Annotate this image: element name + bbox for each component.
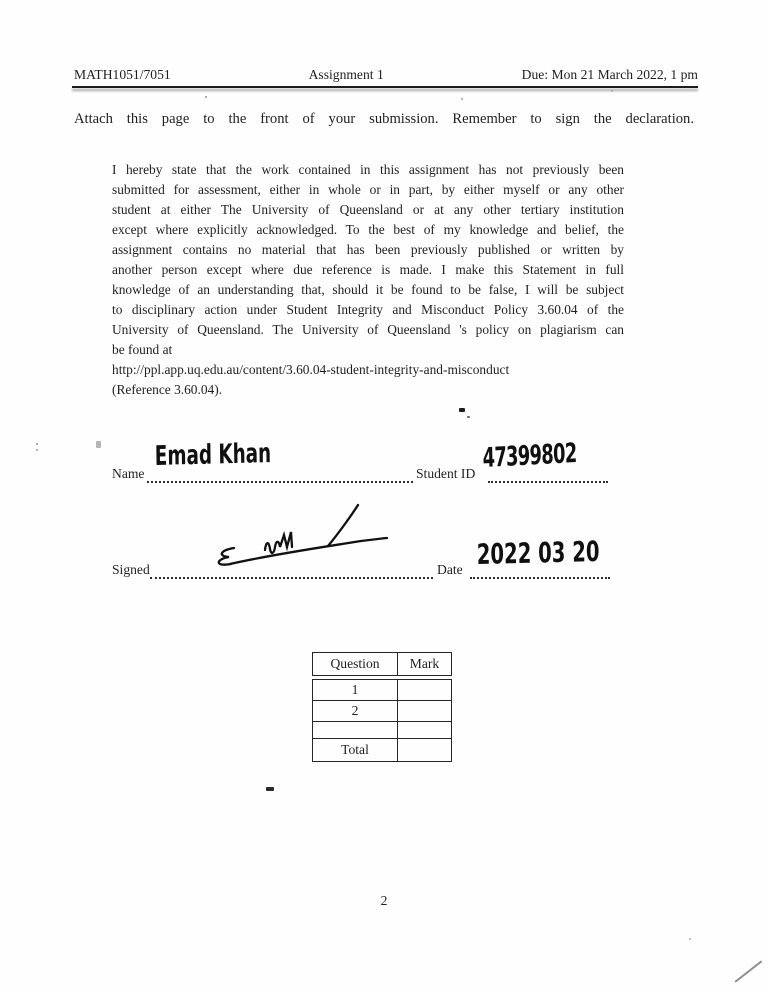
assignment-title: Assignment 1: [308, 67, 384, 82]
scan-speck: [689, 938, 691, 940]
declaration-paragraph: [112, 160, 624, 400]
question-cell: [313, 722, 397, 738]
question-cell: 2: [351, 703, 359, 718]
table-row: [313, 738, 451, 761]
handwritten-signature: [210, 503, 395, 575]
date-label: Date: [437, 562, 463, 577]
declaration-line: submitted for assessment, either in whole or in part, by either myself or any other: [112, 182, 624, 197]
mark-column-header: Mark: [397, 653, 451, 675]
total-cell: Total: [341, 742, 369, 757]
mark-cell: [397, 739, 451, 761]
scan-speck: [36, 443, 38, 445]
student-id-label: Student ID: [416, 466, 476, 481]
table-row: [313, 700, 451, 721]
declaration-line: assignment contains no material that has been previously published or written by: [112, 242, 624, 257]
scan-speck: [611, 90, 613, 92]
handwritten-name: Emad Khan: [154, 438, 272, 472]
name-label: Name: [112, 466, 145, 481]
page-number: 2: [380, 893, 388, 908]
handwritten-date: 2022 03 20: [476, 534, 600, 571]
declaration-line: except where explicitly acknowledged. To the best of my knowledge and belief, the: [112, 222, 624, 237]
declaration-line: to disciplinary action under Student Integrity and Misconduct Policy 3.60.04 of the: [112, 302, 624, 317]
declaration-line: knowledge of an understanding that, should it be found to be false, I will be subject: [112, 282, 624, 297]
scan-speck: [459, 408, 465, 412]
scan-speck: [461, 98, 463, 100]
handwritten-student-id: 47399802: [482, 438, 577, 474]
marks-table: [312, 652, 452, 762]
declaration-line: be found at: [112, 342, 173, 357]
scan-speck: [467, 416, 470, 418]
declaration-line: I hereby state that the work contained in this assignment has not previously been: [112, 162, 624, 177]
signed-label: Signed: [112, 562, 150, 577]
scan-speck: [205, 96, 207, 98]
marks-table-header: [312, 652, 452, 676]
marks-table-body: [312, 679, 452, 762]
declaration-line: (Reference 3.60.04).: [112, 382, 223, 397]
page-header: [74, 67, 698, 83]
mark-cell: [397, 701, 451, 721]
declaration-line: another person except where due reference is made. I make this Statement in full: [112, 262, 624, 277]
header-rule: [72, 86, 698, 88]
mark-cell: [397, 722, 451, 738]
question-column-header: Question: [330, 656, 380, 671]
mark-cell: [397, 680, 451, 700]
course-code: MATH1051/7051: [74, 67, 171, 82]
due-date: Due: Mon 21 March 2022, 1 pm: [521, 67, 698, 82]
scan-scratch-line: [734, 960, 762, 983]
instruction-line: Attach this page to the front of your submission. Remember to sign the declaration.: [74, 111, 694, 127]
scan-speck: [266, 787, 274, 791]
table-row: [313, 721, 451, 738]
declaration-line: University of Queensland. The University of Queensland 's policy on plagiarism can: [112, 322, 624, 337]
table-row: [313, 680, 451, 700]
policy-url: http://ppl.app.uq.edu.au/content/3.60.04-student-integrity-and-misconduct: [112, 362, 510, 377]
question-cell: 1: [351, 682, 359, 697]
scan-speck: [96, 441, 101, 448]
declaration-line: student at either The University of Queensland or at any other tertiary institution: [112, 202, 624, 217]
